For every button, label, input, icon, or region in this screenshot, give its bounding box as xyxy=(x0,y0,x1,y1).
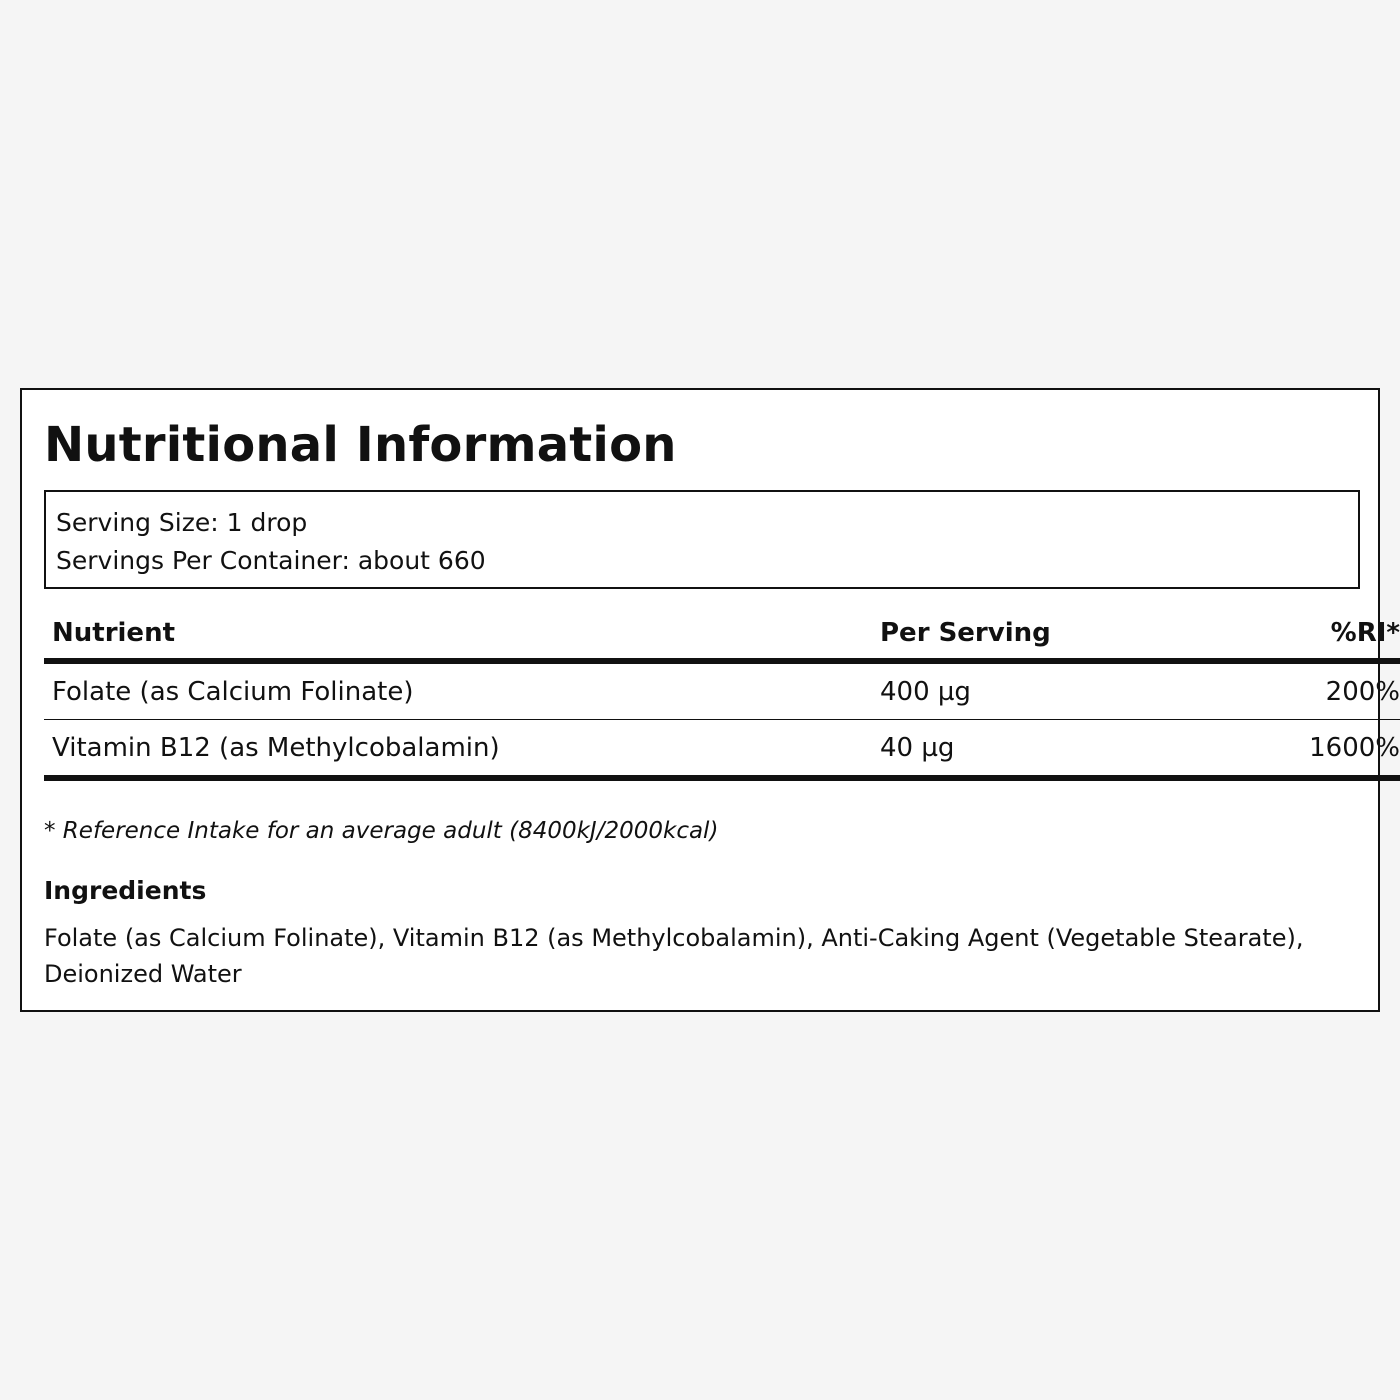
nutrient-name: Vitamin B12 (as Methylcobalamin) xyxy=(44,720,872,779)
nutrient-table xyxy=(44,608,1400,781)
header-ri: %RI* xyxy=(1188,608,1400,661)
nutrient-table-body xyxy=(44,661,1400,778)
serving-size: Serving Size: 1 drop xyxy=(56,508,308,537)
table-row xyxy=(44,661,1400,720)
nutrient-ri: 1600% xyxy=(1188,720,1400,779)
ingredients-list: Folate (as Calcium Folinate), Vitamin B12 (as Methylcobalamin), Anti-Caking Agent (Vegetable Stearate), Deionized Water xyxy=(44,924,1304,988)
servings-per-container: Servings Per Container: about 660 xyxy=(56,546,486,575)
nutrient-amount: 40 µg xyxy=(872,720,1188,779)
nutrient-name: Folate (as Calcium Folinate) xyxy=(44,661,872,720)
serving-info-box xyxy=(44,490,1360,589)
header-nutrient: Nutrient xyxy=(44,608,872,661)
nutrition-label-panel xyxy=(20,388,1400,1012)
nutrient-amount: 400 µg xyxy=(872,661,1188,720)
header-per-serving: Per Serving xyxy=(872,608,1188,661)
ingredients-heading: Ingredients xyxy=(44,876,207,905)
label-title: Nutritional Information xyxy=(44,417,677,473)
table-row xyxy=(44,720,1400,779)
nutrient-ri: 200% xyxy=(1188,661,1400,720)
table-header-row xyxy=(44,608,1400,661)
nutrient-table-header xyxy=(44,608,1400,661)
reference-intake-footnote: * Reference Intake for an average adult (8400kJ/2000kcal) xyxy=(44,818,719,844)
